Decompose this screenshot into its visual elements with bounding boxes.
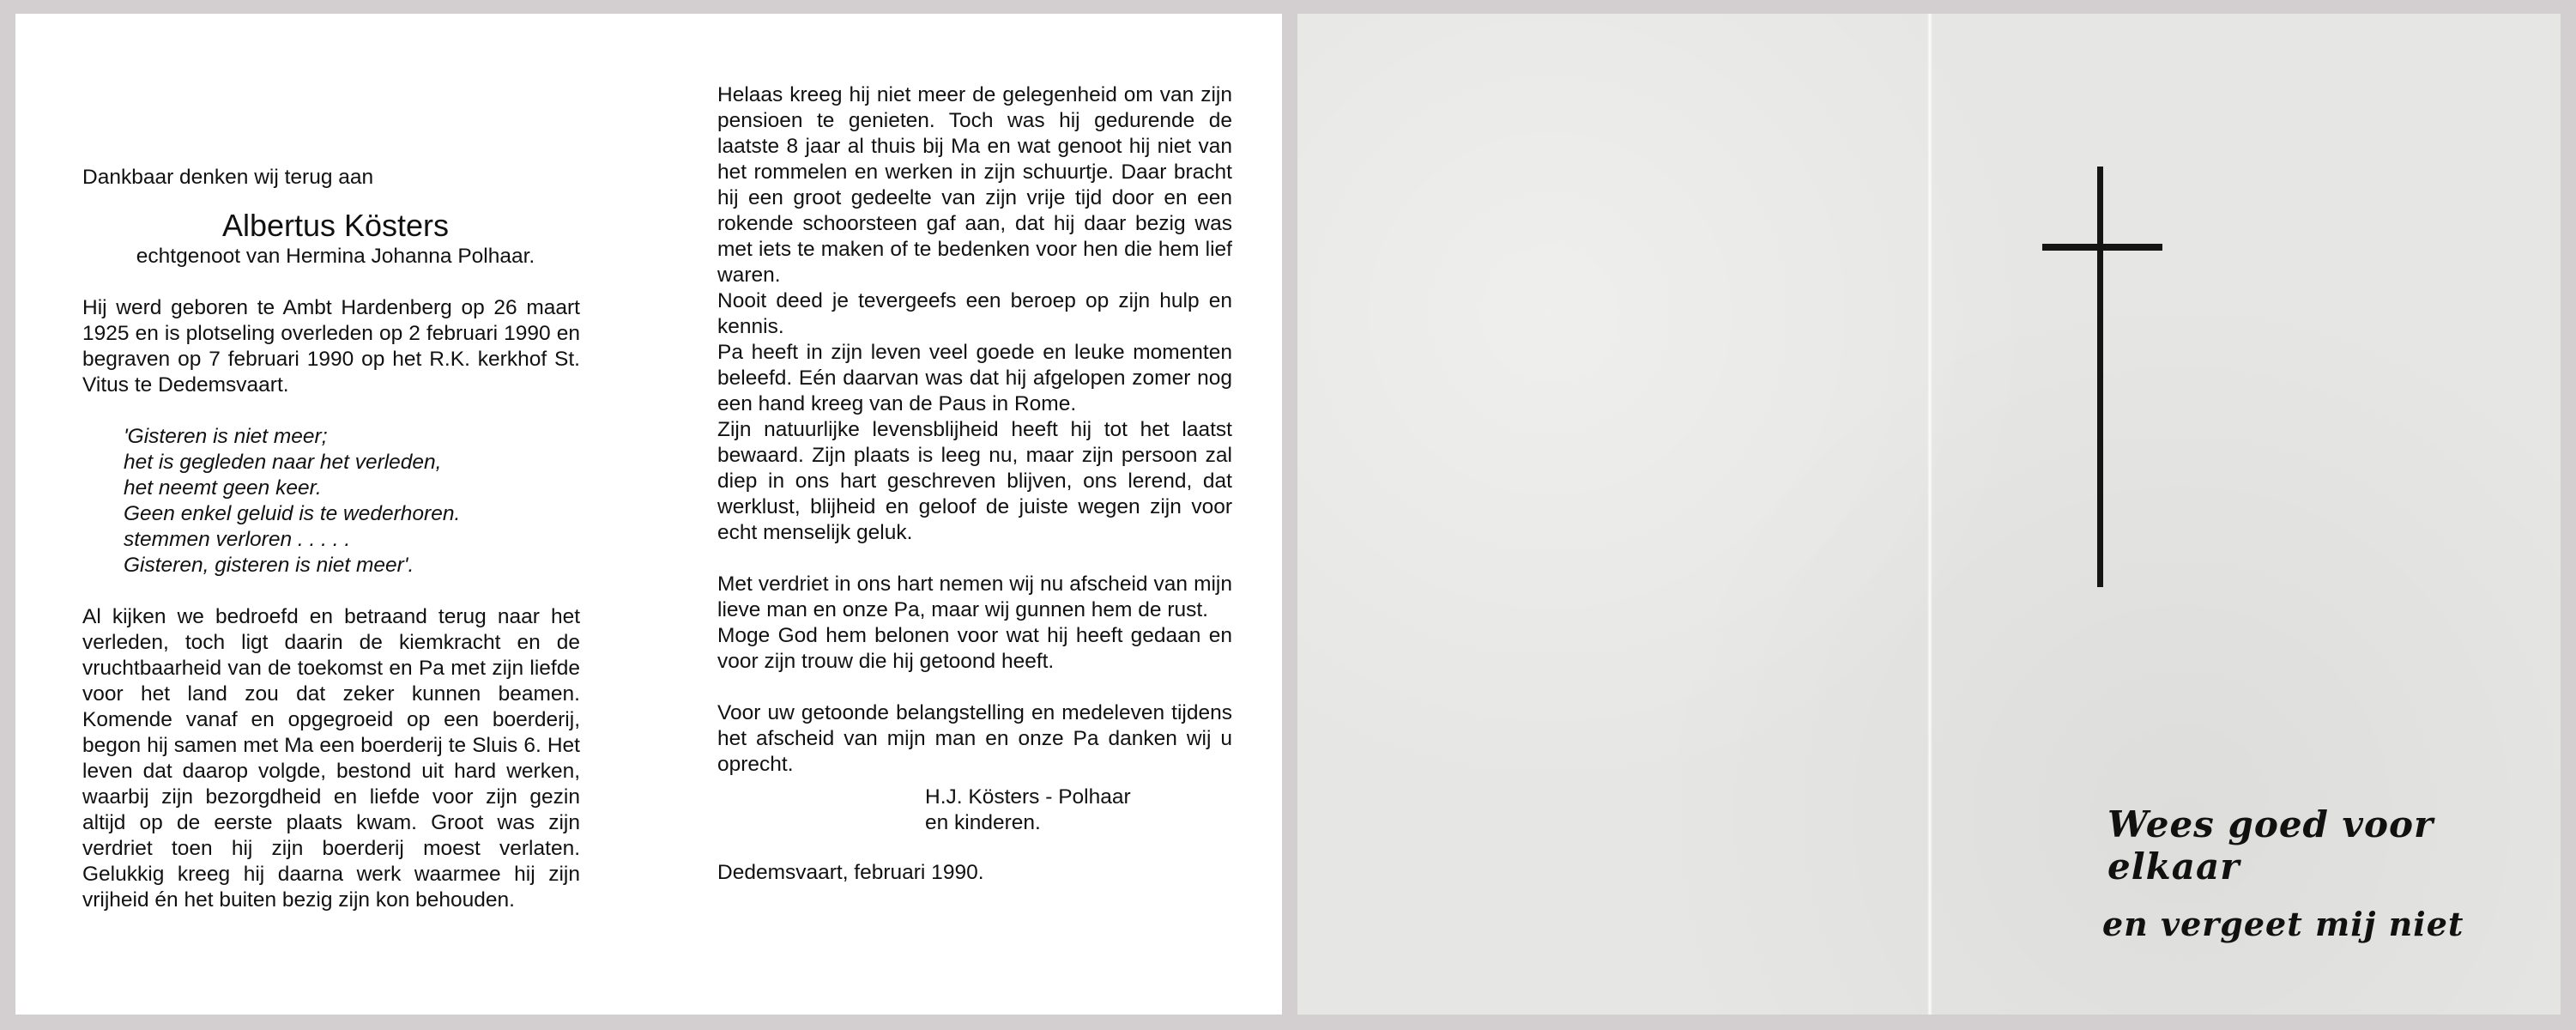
god-paragraph: Moge God hem belonen voor wat hij heeft gedaan en voor zijn trouw die hij getoond heeft.	[717, 624, 1232, 673]
poem-line: Geen enkel geluid is te wederhoren.	[124, 502, 461, 525]
left-column	[82, 165, 580, 913]
right-column	[717, 82, 1232, 886]
thanks-paragraph: Voor uw getoonde belangstelling en medeleven tijdens het afscheid van mijn man en onze Pa danken wij u oprecht.	[717, 701, 1232, 776]
poem	[124, 424, 580, 579]
place-date: Dedemsvaart, februari 1990.	[717, 861, 984, 884]
poem-line: stemmen verloren . . . . .	[124, 528, 351, 551]
intro-text: Dankbaar denken wij terug aan	[82, 166, 374, 189]
pension-paragraph: Helaas kreeg hij niet meer de gelegenheid om van zijn pensioen te genieten. Toch was hij gedurende de laatste 8 jaar al thuis bij Ma en wat genoot hij niet van het rommelen en werken in zijn schuurtje. Daar bracht hij een groot gedeelte van zijn vrije tijd door en een rokende schoorsteen gaf aan, dat hij daar bezig was met iets te maken of te bedenken voor hen die hem lief waren.	[717, 83, 1232, 287]
inside-spread	[15, 14, 1282, 1015]
spouse-line: echtgenoot van Hermina Johanna Polhaar.	[136, 245, 535, 268]
pope-paragraph: Pa heeft in zijn leven veel goede en leuke momenten beleefd. Eén daarvan was dat hij afgelopen zomer nog een hand kreeg van de Paus in Rome.	[717, 341, 1232, 415]
signature-name: H.J. Kösters - Polhaar	[925, 785, 1131, 809]
motto-line-1: Wees goed voor elkaar	[2107, 803, 2434, 888]
cover-spread	[1297, 14, 2561, 1015]
signature	[925, 785, 1232, 836]
signature-family: en kinderen.	[925, 811, 1041, 834]
birth-paragraph: Hij werd geboren te Ambt Hardenberg op 26 maart 1925 en is plotseling overleden op 2 februari 1990 en begraven op 7 februari 1990 op het R.K. kerkhof St. Vitus te Dedemsvaart.	[82, 296, 580, 397]
motto-line-2: en vergeet mij niet	[2102, 905, 2464, 943]
poem-line: het neemt geen keer.	[124, 476, 322, 500]
life-paragraph: Al kijken we bedroefd en betraand terug naar het verleden, toch ligt daarin de kiemkracht en de vruchtbaarheid van de toekomst en Pa met zijn liefde voor het land zou dat zeker kunnen beamen. Komende vanaf en opgegroeid op een boerderij, begon hij samen met Ma een boerderij te Sluis 6. Het leven dat daarop volgde, bestond uit hard werken, waarbij zijn bezorgdheid en liefde voor zijn gezin altijd op de eerste plaats kwam. Groot was zijn verdriet toen hij zijn boerderij moest verlaten. Gelukkig kreeg hij daarna werk waarmee hij zijn vrijheid én het buiten bezig zijn kon behouden.	[82, 605, 580, 912]
deceased-name: Albertus Kösters	[221, 208, 450, 243]
farewell-paragraph: Met verdriet in ons hart nemen wij nu afscheid van mijn lieve man en onze Pa, maar wij gunnen hem de rust.	[717, 573, 1232, 621]
poem-line: Gisteren, gisteren is niet meer'.	[124, 554, 414, 577]
cross-icon	[2042, 167, 2162, 587]
poem-line: het is gegleden naar het verleden,	[124, 451, 442, 474]
joy-paragraph: Zijn natuurlijke levensblijheid heeft hij tot het laatst bewaard. Zijn plaats is leeg nu, maar zijn persoon zal diep in ons hart geschreven blijven, ons lerend, dat werklust, blijheid en geloof de juiste wegen zijn voor echt menselijk geluk.	[717, 418, 1232, 544]
poem-line: 'Gisteren is niet meer;	[124, 425, 328, 448]
help-paragraph: Nooit deed je tevergeefs een beroep op zijn hulp en kennis.	[717, 289, 1232, 338]
fold-line	[1927, 14, 1932, 1015]
